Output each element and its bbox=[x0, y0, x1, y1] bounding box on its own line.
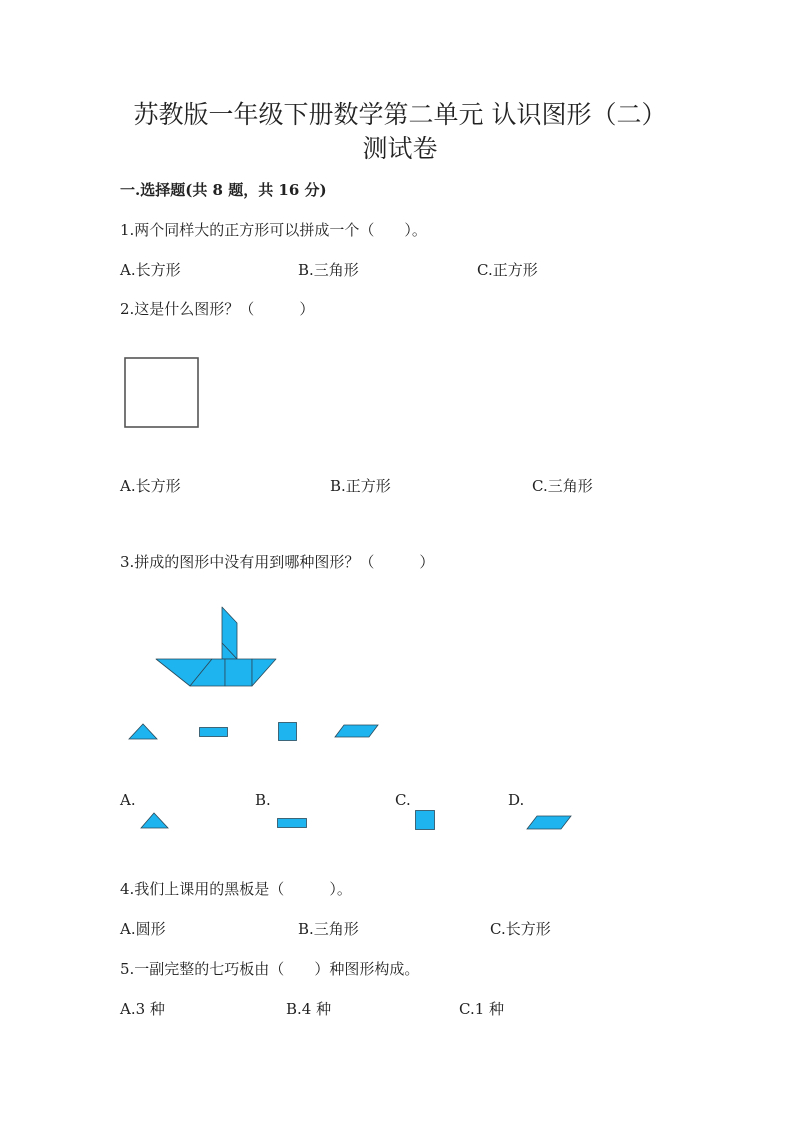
question-3-option-c[interactable]: C. bbox=[395, 791, 411, 809]
question-5-option-c[interactable]: C.1 种 bbox=[459, 1000, 505, 1018]
question-3-text: 3.拼成的图形中没有用到哪种图形？（ ） bbox=[120, 553, 435, 571]
parallelogram-piece bbox=[334, 724, 380, 738]
section-heading: 一.选择题(共 8 题，共 16 分) bbox=[120, 181, 327, 199]
question-1-option-a[interactable]: A.长方形 bbox=[120, 261, 181, 279]
option-d-parallelogram-icon bbox=[526, 815, 572, 830]
question-3-option-b[interactable]: B. bbox=[255, 791, 271, 809]
question-1-text: 1.两个同样大的正方形可以拼成一个（ ）。 bbox=[120, 221, 427, 239]
question-2-option-c[interactable]: C.三角形 bbox=[532, 477, 593, 495]
question-2-option-b[interactable]: B.正方形 bbox=[330, 477, 391, 495]
question-1-option-b[interactable]: B.三角形 bbox=[298, 261, 359, 279]
question-3-option-a[interactable]: A. bbox=[120, 791, 136, 809]
option-c-square-icon bbox=[415, 810, 437, 832]
rectangle-piece bbox=[199, 727, 229, 738]
question-4-option-c[interactable]: C.长方形 bbox=[490, 920, 551, 938]
page-title-line-1: 苏教版一年级下册数学第二单元 认识图形（二） bbox=[133, 100, 667, 129]
option-b-rectangle-icon bbox=[277, 818, 309, 829]
question-5-option-a[interactable]: A.3 种 bbox=[120, 1000, 165, 1018]
question-3-option-d[interactable]: D. bbox=[508, 791, 525, 809]
triangle-piece bbox=[128, 723, 158, 741]
question-2-text: 2.这是什么图形？（ ） bbox=[120, 300, 315, 318]
question-5-text: 5.一副完整的七巧板由（ ）种图形构成。 bbox=[120, 960, 420, 978]
question-2-option-a[interactable]: A.长方形 bbox=[120, 477, 181, 495]
page-title-line-2: 测试卷 bbox=[362, 134, 438, 163]
question-1-option-c[interactable]: C.正方形 bbox=[477, 261, 538, 279]
question-4-text: 4.我们上课用的黑板是（ ）。 bbox=[120, 880, 352, 898]
square-piece bbox=[278, 722, 298, 742]
question-5-option-b[interactable]: B.4 种 bbox=[286, 1000, 332, 1018]
question-4-option-b[interactable]: B.三角形 bbox=[298, 920, 359, 938]
tangram-boat-figure bbox=[150, 604, 280, 690]
square-figure bbox=[124, 357, 200, 429]
option-a-triangle-icon bbox=[140, 812, 170, 830]
question-4-option-a[interactable]: A.圆形 bbox=[120, 920, 166, 938]
